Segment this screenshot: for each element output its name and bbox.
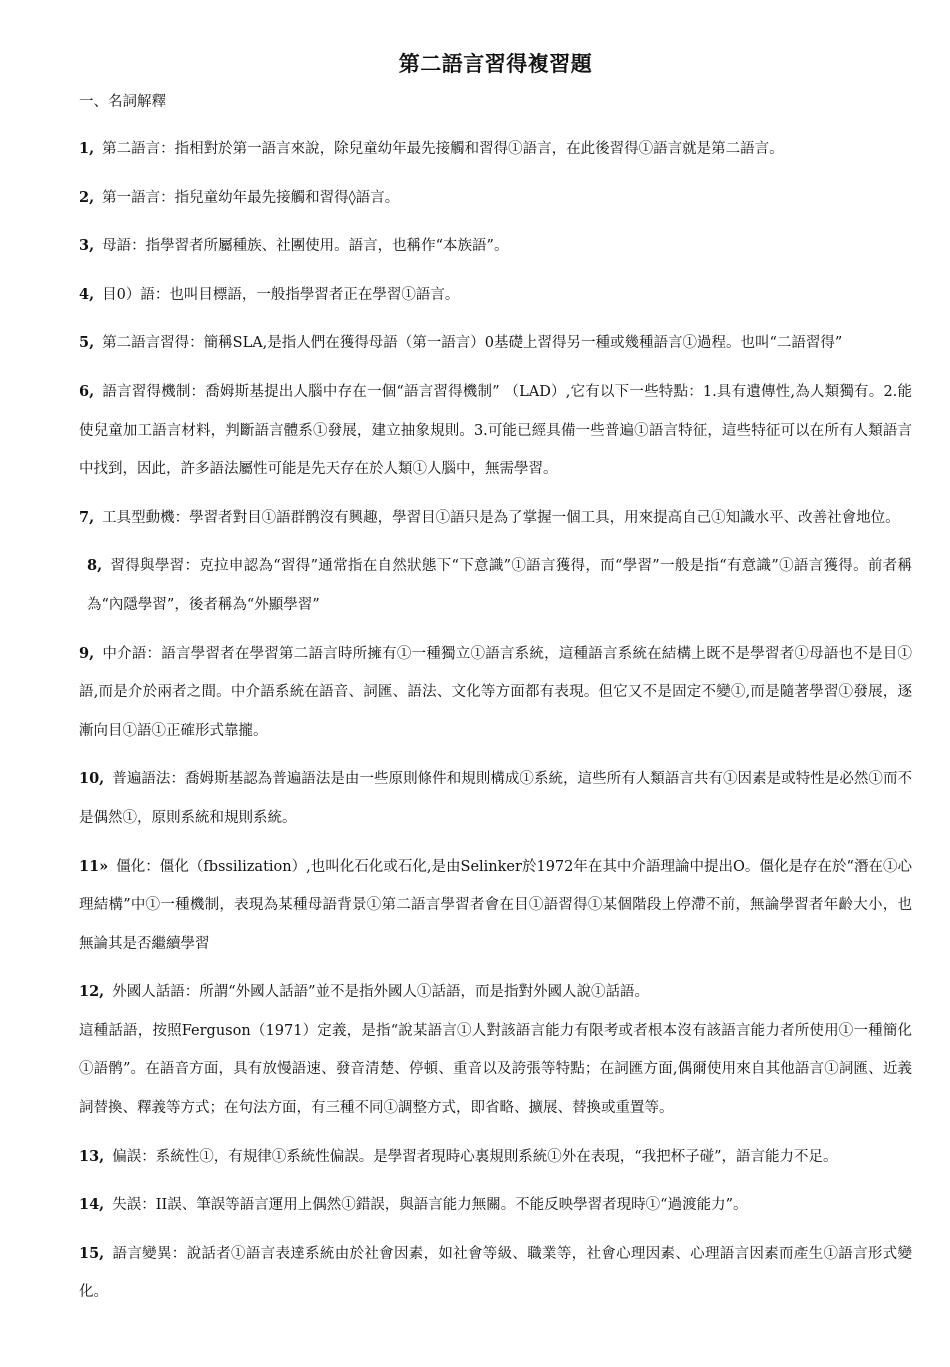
entry-10 [79,760,912,837]
document-title: 第二語言習得複習題 [398,52,593,76]
entry-2 [79,179,912,218]
entry-number: 3, [79,237,95,255]
entry-9 [79,635,912,751]
entry-5 [79,324,912,363]
entry-11 [79,848,912,964]
entry-text: 語言習得機制：喬姆斯基提出人腦中存在一個“語言習得機制” （LAD）,它有以下一些特點：1.具有遺傳性,為人類獨有。2.能使兒童加工語言材料，判斷語言體系①發展，建立抽象規則。3.可能已經具備一些普遍①語言特征，這些特征可以在所有人類語言中找到，因此，許多語法屬性可能是先天存在於人類①人腦中，無需學習。 [79,383,912,478]
entry-15 [79,1235,912,1312]
entry-4 [79,276,912,315]
entry-13 [79,1138,912,1177]
entry-3 [79,227,912,266]
entry-number: 11» [79,857,109,875]
entry-number: 10, [79,770,105,788]
entry-text: 工具型動機：學習者對目①語群鹘沒有興趣，學習目①語只是為了掌握一個工具，用來提高自己①知識水平、改善社會地位。 [102,509,900,526]
entry-text: 第一語言：指兒童幼年最先接觸和習得◊語言。 [102,189,400,206]
entry-12-continued [79,1012,912,1128]
entry-1 [79,130,912,169]
entry-number: 1, [79,140,95,157]
entry-number: 12, [79,983,105,1001]
entry-number: 14, [79,1196,105,1214]
entry-number: 4, [79,285,95,303]
entry-14 [79,1186,912,1225]
entry-number: 2, [79,188,95,206]
entry-text: 普遍語法：喬姆斯基認為普遍語法是由一些原則條件和規則構成①系統，這些所有人類語言共有①因素是或特性是必然①而不是偶然①，原則系統和規則系統。 [79,771,912,826]
entry-number: 5, [79,334,95,352]
entry-7 [79,499,912,538]
entry-text: 這種話語，按照Ferguson（1971）定義，是指“說某語言①人對該語言能力有限考或者根本沒有該語言能力者所使用①一種簡化①語鹘”。在語音方面，具有放慢語速、發音清楚、停頓、重音以及誇張等特點；在詞匯方面,偶爾使用來自其他語言①詞匯、近義詞替換、釋義等方式；在句法方面，有三種不同①調整方式，即省略、擴展、替換或重置等。 [79,1022,912,1117]
entry-number: 8, [87,557,103,575]
entry-text: 母語：指學習者所屬種族、社團使用。語言，也稱作“本族語”。 [102,238,509,255]
entry-text: 外國人話語：所謂“外國人話語”並不是指外國人①話語，而是指對外國人說①話語。 [112,984,650,1001]
entry-text: 第二語言習得：簡稱SLA,是指人們在獲得母語（第一語言）0基礎上習得另一種或幾種語言①過程。也叫“二語習得” [102,335,843,352]
entry-text: 失誤：II誤、筆誤等語言運用上偶然①錯誤，與語言能力無關。不能反映學習者現時①“過渡能力”。 [112,1197,748,1214]
section-heading: 一、名詞解釋 [79,94,166,110]
entry-number: 9, [79,644,95,662]
entry-text: 偏誤：系統性①，有規律①系統性偏誤。是學習者現時心裏規則系統①外在表現，“我把杯子碰”，語言能力不足。 [112,1148,838,1165]
entry-number: 7, [79,508,95,526]
entry-6 [79,373,912,489]
entry-text: 第二語言：指相對於第一語言來說，除兒童幼年最先接觸和習得①語言，在此後習得①語言就是第二語言。 [102,141,784,157]
entry-text: 目0）語：也叫目標語，一般指學習者正在學習①語言。 [102,286,460,303]
entry-number: 13, [79,1147,105,1165]
entry-12 [79,973,912,1012]
entry-text: 習得與學習：克拉申認為“習得”通常指在自然狀態下“下意識”①語言獲得，而“學習”一般是指“有意識”①語言獲得。前者稱為“內隱學習”，後者稱為“外顯學習” [87,558,912,613]
entry-number: 6, [79,382,95,400]
entry-number: 15, [79,1244,105,1262]
entry-text: 語言變異：說話者①語言表達系統由於社會因素，如社會等級、職業等，社會心理因素、心理語言因素而產生①語言形式變化。 [79,1245,912,1301]
entry-text: 僵化：僵化（fbssilization）,也叫化石化或石化,是由Selinker於1972年在其中介語理論中提出O。僵化是存在於“潛在①心理結構”中①一種機制，表現為某種母語背景①第二語言學習者會在目①語習得①某個階段上停滯不前，無論學習者年齡大小，也無論其是否繼續學習 [79,858,912,952]
entry-text: 中介語：語言學習者在學習第二語言時所擁有①一種獨立①語言系統，這種語言系統在結構上既不是學習者①母語也不是目①語,而是介於兩者之間。中介語系統在語音、詞匯、語法、文化等方面都有表現。但它又不是固定不變①,而是隨著學習①發展，逐漸向目①語①正確形式靠攏。 [79,645,912,739]
entry-8 [79,547,912,624]
